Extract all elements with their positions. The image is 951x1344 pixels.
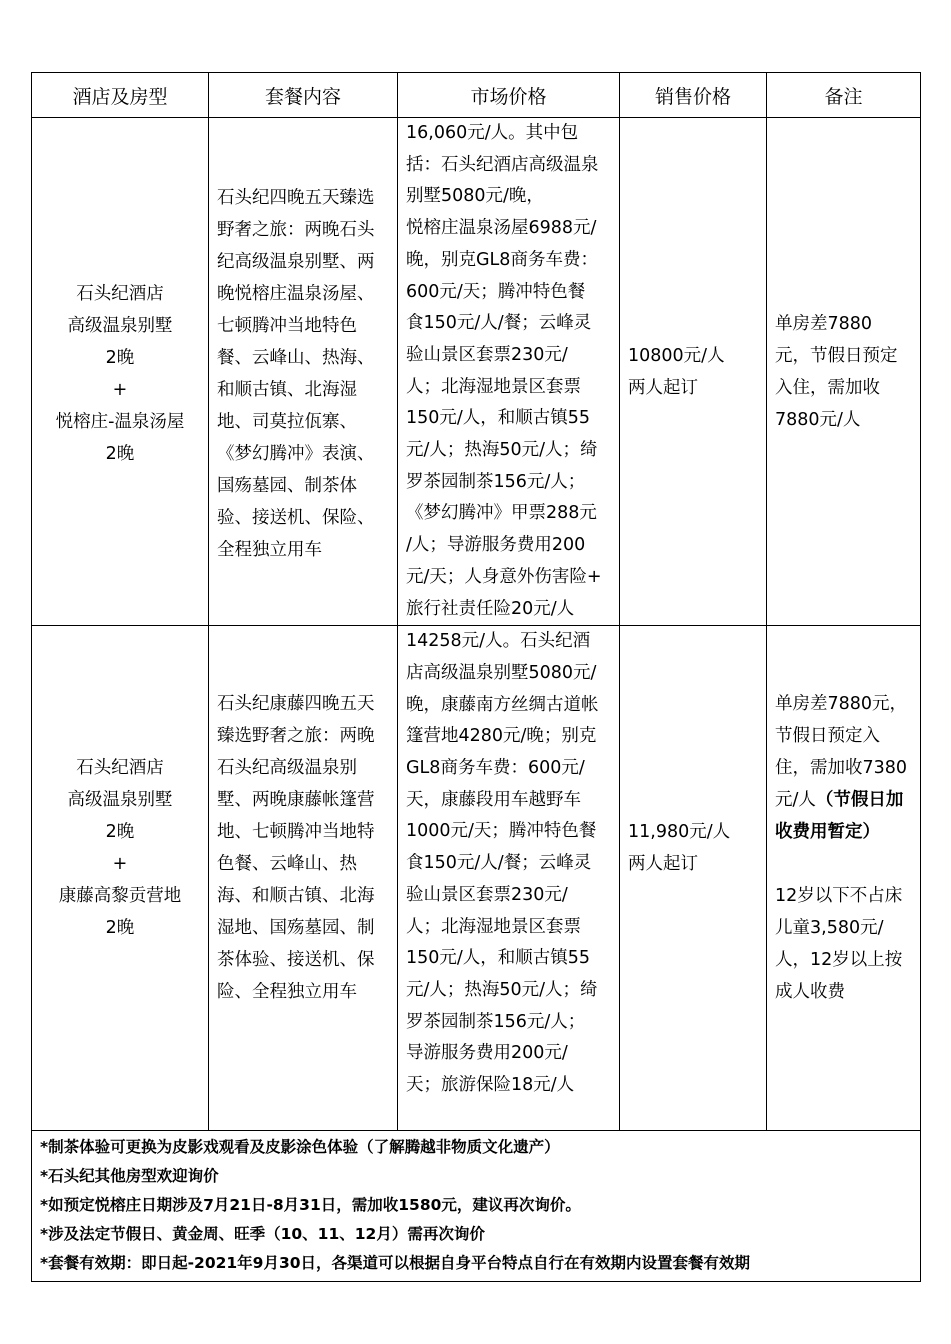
market-line: 人；北海湿地景区套票 [406,916,581,937]
hotel-line: 石头纪酒店 [76,283,164,304]
content-line: 海、和顺古镇、北海 [217,886,375,907]
content-line: 全程独立用车 [217,539,322,560]
market-line: 人；北海湿地景区套票 [406,376,581,397]
market-line: 旅行社责任险20元/人 [406,598,575,619]
hotel-line: 2晚 [105,347,135,368]
hotel-line: + [112,854,128,875]
sale-line: 两人起订 [628,377,698,398]
content-line: 七顿腾冲当地特色 [217,315,357,336]
market-line: GL8商务车费：600元/ [406,758,585,779]
market-line: 天，康藤段用车越野车 [406,789,581,810]
content-cell [209,626,398,1131]
notes-cell [767,118,921,626]
sale-price-cell [620,118,767,626]
market-line: 括：石头纪酒店高级温泉 [406,154,599,175]
sale-line: 11,980元/人 [628,822,731,843]
content-line: 臻选野奢之旅：两晚 [217,726,375,747]
note-line: 人，12岁以上按 [775,950,903,971]
market-line: 晚，康藤南方丝绸古道帐 [406,694,599,715]
market-line: 导游服务费用200元/ [406,1043,568,1064]
hotel-line: 高级温泉别墅 [67,315,173,336]
market-line: 别墅5080元/晚， [406,186,544,207]
footnotes-row [32,1131,921,1282]
content-line: 和顺古镇、北海湿 [217,379,357,400]
content-line: 餐、云峰山、热海、 [217,347,375,368]
footnote-line: *涉及法定节假日、黄金周、旺季（10、11、12月）需再次询价 [40,1225,485,1244]
market-line: 篷营地4280元/晚；别克 [406,726,597,747]
note-line: 7880元/人 [775,409,861,430]
note-bold-text: （节假日加 [815,790,904,811]
hotel-line: 2晚 [105,443,135,464]
market-line: 悦榕庄温泉汤屋6988元/ [406,218,597,239]
market-line: 元/人；热海50元/人；绮 [406,440,598,461]
market-line: 1000元/天；腾冲特色餐 [406,821,597,842]
header-market-price: 市场价格 [398,73,620,118]
content-line: 色餐、云峰山、热 [217,854,357,875]
content-line: 野奢之旅：两晚石头 [217,219,375,240]
note-line-mixed [775,784,914,816]
note-line: 节假日预定入 [775,726,880,747]
content-line: 地、司莫拉佤寨、 [217,411,357,432]
market-line: 元/人；热海50元/人；绮 [406,979,598,1000]
content-line: 险、全程独立用车 [217,982,357,1003]
sale-line: 10800元/人 [628,345,725,366]
content-line: 石头纪康藤四晚五天 [217,694,375,715]
market-line: 晚，别克GL8商务车费： [406,249,598,270]
market-line: 验山景区套票230元/ [406,344,568,365]
hotel-line: 悦榕庄-温泉汤屋 [55,411,185,432]
table-row [32,626,921,1131]
content-line: 石头纪高级温泉别 [217,758,357,779]
hotel-line: 石头纪酒店 [76,758,164,779]
market-line: 验山景区套票230元/ [406,884,568,905]
header-hotel: 酒店及房型 [32,73,209,118]
market-price-cell [398,118,620,626]
hotel-line: + [112,379,128,400]
note-bold-line: 收费用暂定） [775,822,880,843]
hotel-line: 2晚 [105,822,135,843]
package-table [31,72,921,1282]
market-line: 150元/人，和顺古镇55 [406,408,591,429]
market-line: 罗茶园制茶156元/人； [406,1011,586,1032]
market-price-cell [398,626,620,1131]
market-line: 罗茶园制茶156元/人； [406,471,586,492]
hotel-line: 高级温泉别墅 [67,790,173,811]
header-sale-price: 销售价格 [620,73,767,118]
note-line: 儿童3,580元/ [775,918,884,939]
content-line: 晚悦榕庄温泉汤屋、 [217,283,375,304]
market-line: 元/天；人身意外伤害险+ [406,566,602,587]
content-line: 纪高级温泉别墅、两 [217,251,375,272]
note-line: 单房差7880元， [775,694,908,715]
hotel-line: 2晚 [105,918,135,939]
note-line: 成人收费 [775,982,845,1003]
note-line: 12岁以下不占床 [775,886,903,907]
table-header-row [32,73,921,118]
hotel-line: 康藤高黎贡营地 [58,886,182,907]
note-line: 住，需加收7380 [775,758,908,779]
footnotes-cell [32,1131,921,1282]
market-line: 食150元/人/餐；云峰灵 [406,853,592,874]
notes-cell [767,626,921,1131]
header-content: 套餐内容 [209,73,398,118]
note-line: 元，节假日预定 [775,345,898,366]
content-line: 地、七顿腾冲当地特 [217,822,375,843]
content-line: 验、接送机、保险、 [217,507,375,528]
note-text: 元/人 [775,790,816,811]
market-line: 16,060元/人。其中包 [406,123,579,143]
market-line: 《梦幻腾冲》甲票288元 [406,503,597,524]
sale-line: 两人起订 [628,854,698,875]
content-line: 《梦幻腾冲》表演、 [217,443,375,464]
market-line: 店高级温泉别墅5080元/ [406,662,597,683]
content-line: 茶体验、接送机、保 [217,950,375,971]
hotel-cell [32,118,209,626]
market-line: 天；旅游保险18元/人 [406,1075,575,1096]
footnote-line: *石头纪其他房型欢迎询价 [40,1167,219,1186]
market-line: 150元/人，和顺古镇55 [406,948,591,969]
hotel-cell [32,626,209,1131]
content-line: 石头纪四晚五天臻选 [217,187,375,208]
market-line: 14258元/人。石头纪酒 [406,631,591,652]
content-cell [209,118,398,626]
content-line: 国殇墓园、制茶体 [217,475,357,496]
content-line: 墅、两晚康藤帐篷营 [217,790,375,811]
footnote-line: *如预定悦榕庄日期涉及7月21日-8月31日，需加收1580元，建议再次询价。 [40,1196,581,1215]
market-line: 食150元/人/餐；云峰灵 [406,313,592,334]
header-notes: 备注 [767,73,921,118]
table-row [32,118,921,626]
footnote-line: *制茶体验可更换为皮影戏观看及皮影涂色体验（了解腾越非物质文化遗产） [40,1138,560,1157]
note-line: 入住，需加收 [775,377,880,398]
footnote-line: *套餐有效期：即日起-2021年9月30日，各渠道可以根据自身平台特点自行在有效期内设置套餐有效期 [40,1254,751,1273]
market-line: /人；导游服务费用200 [406,535,586,556]
note-line: 单房差7880 [775,313,873,334]
content-line: 湿地、国殇墓园、制 [217,918,375,939]
note-gap [775,848,914,880]
market-line: 600元/天；腾冲特色餐 [406,281,586,302]
sale-price-cell [620,626,767,1131]
